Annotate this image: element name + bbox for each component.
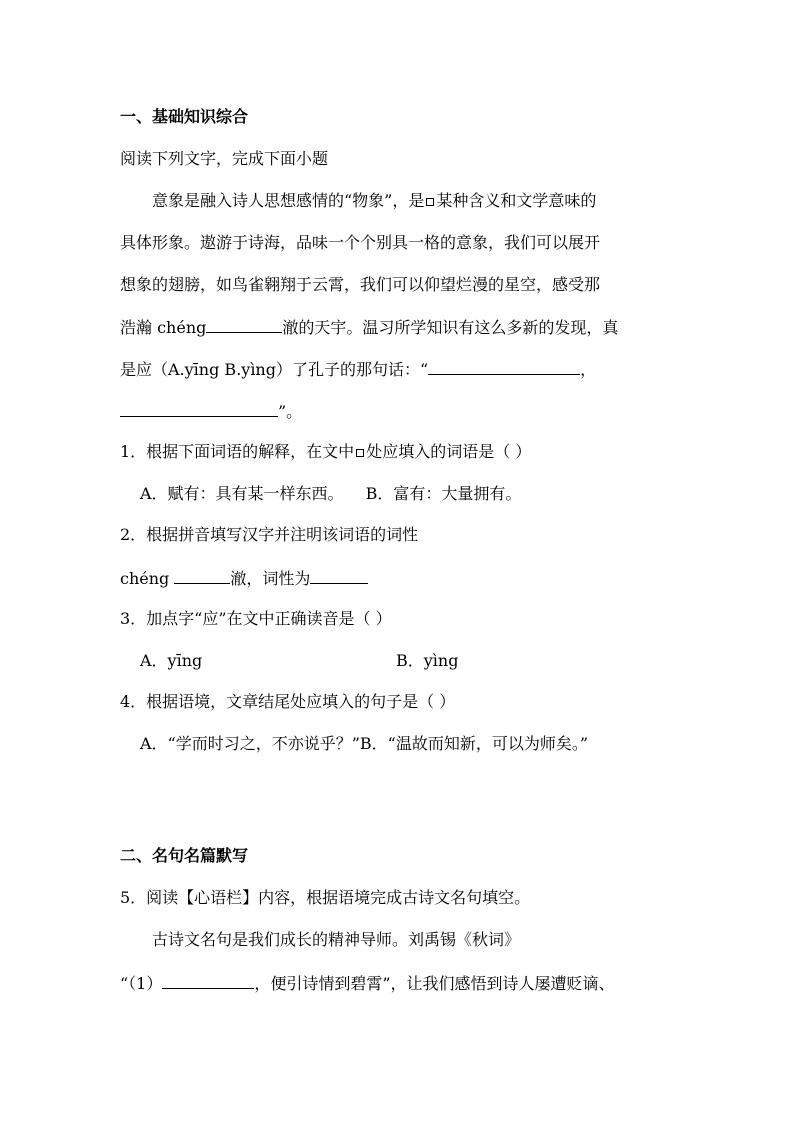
option-a[interactable]: A．yīng — [140, 651, 203, 670]
section1-instruction: 阅读下列文字，完成下面小题 — [120, 149, 329, 168]
question-2-stem: 2．根据拼音填写汉字并注明该词语的词性 — [120, 525, 419, 544]
passage-line-4 — [120, 316, 618, 338]
question-5-line-2 — [120, 972, 615, 994]
option-b[interactable]: B．yìng — [396, 651, 459, 670]
question-5-stem: 5．阅读【心语栏】内容，根据语境完成古诗文名句填空。 — [120, 888, 531, 907]
pinyin-text: chéng — [120, 569, 175, 588]
passage-text: 浩瀚 chéng — [120, 318, 207, 337]
question-1-options — [140, 484, 521, 504]
answer-blank[interactable] — [428, 358, 580, 375]
question-text: “（1） — [120, 974, 163, 993]
passage-text: 意象是融入诗人思想感情的“物象”，是 — [152, 191, 425, 210]
question-text: 澈，词性为 — [230, 569, 311, 588]
passage-text: 是应（A.yīng B.yìng）了孔子的那句话：“ — [120, 360, 429, 379]
question-3-stem: 3．加点字“应”在文中正确读音是（ ） — [120, 609, 392, 628]
passage-text: 某种含义和文学意味的 — [436, 191, 597, 210]
passage-line-2: 具体形象。遨游于诗海，品味一个个别具一格的意象，我们可以展开 — [120, 233, 601, 252]
section1-heading: 一、基础知识综合 — [120, 107, 249, 126]
passage-line-3: 想象的翅膀，如鸟雀翱翔于云霄，我们可以仰望烂漫的星空，感受那 — [120, 275, 601, 294]
option-a[interactable]: A．赋有：具有某一样东西。 — [140, 484, 344, 503]
answer-blank[interactable] — [206, 316, 282, 333]
question-5-line-1: 古诗文名句是我们成长的精神导师。刘禹锡《秋词》 — [152, 930, 521, 949]
passage-text: ”。 — [278, 402, 303, 421]
answer-blank[interactable] — [120, 400, 278, 417]
answer-blank[interactable] — [174, 567, 230, 584]
question-1-stem — [120, 442, 531, 462]
question-text: 1．根据下面词语的解释，在文中 — [120, 442, 355, 461]
passage-text: ， — [580, 360, 597, 379]
question-2-answer — [120, 567, 368, 589]
section2-heading: 二、名句名篇默写 — [120, 846, 249, 865]
option-b[interactable]: B．富有：大量拥有。 — [365, 484, 522, 503]
answer-blank[interactable] — [162, 972, 254, 989]
passage-line-1 — [152, 191, 596, 211]
fill-in-box — [426, 198, 434, 206]
passage-line-5 — [120, 358, 596, 380]
question-4-options[interactable]: A．“学而时习之，不亦说乎？”B．“温故而知新，可以为师矣。” — [140, 734, 589, 753]
answer-blank[interactable] — [310, 567, 368, 584]
passage-line-6 — [120, 400, 302, 422]
question-text: 处应填入的词语是（ ） — [366, 442, 532, 461]
question-4-stem: 4．根据语境，文章结尾处应填入的句子是（ ） — [120, 692, 456, 711]
question-3-options — [140, 651, 458, 671]
question-text: ，便引诗情到碧霄”，让我们感悟到诗人屡遭贬谪、 — [254, 974, 615, 993]
passage-text: 澈的天宇。温习所学知识有这么多新的发现，真 — [282, 318, 619, 337]
fill-in-box — [356, 449, 364, 457]
